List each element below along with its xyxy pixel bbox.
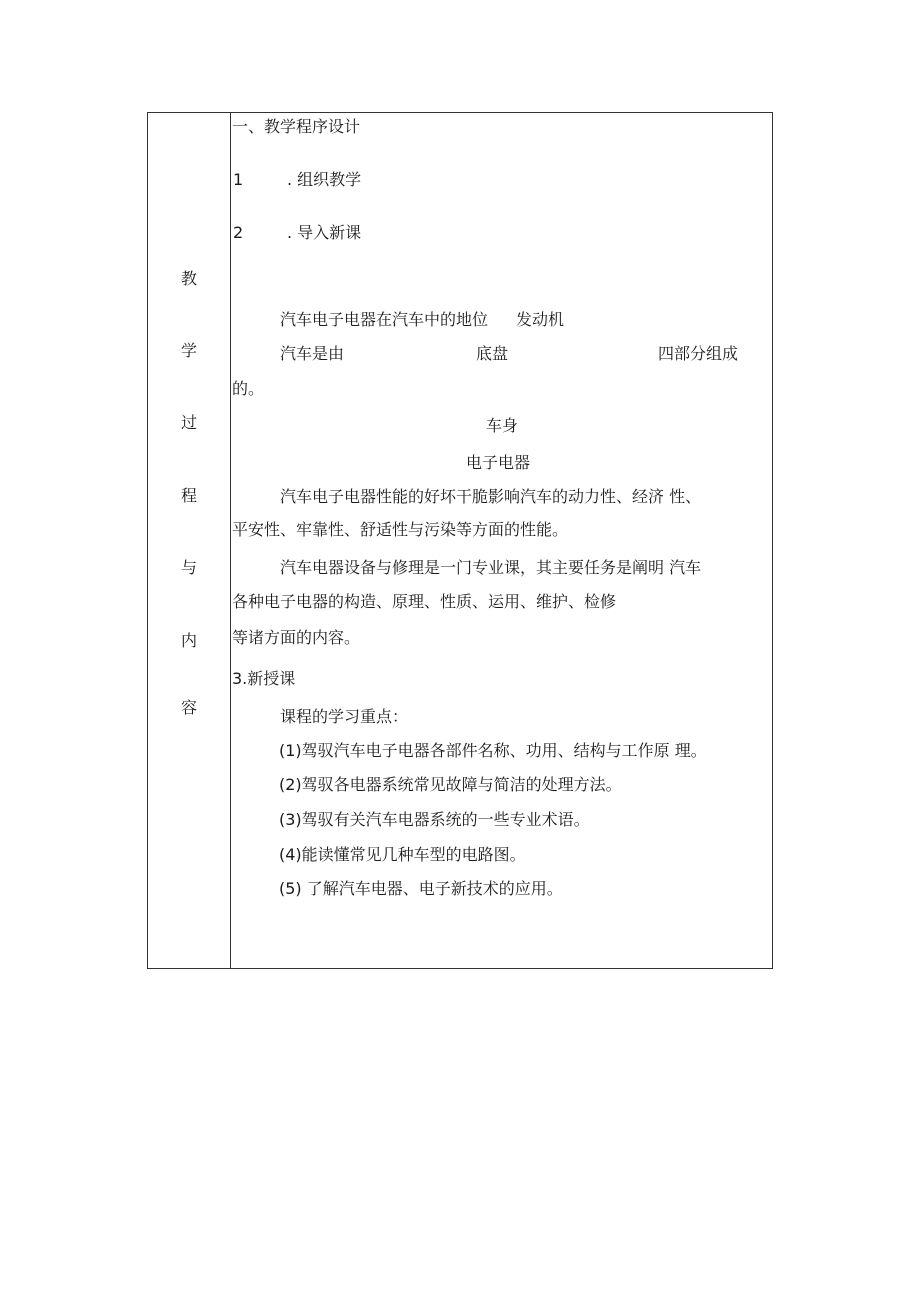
intro-made-of: 汽车是由 — [280, 344, 345, 363]
intro-de: 的。 — [232, 379, 265, 398]
step-label: . 导入新课 — [287, 223, 362, 242]
side-label-char: 程 — [180, 486, 197, 505]
part-engine: 发动机 — [516, 310, 565, 329]
paragraph-line: 各种电子电器的构造、原理、性质、运用、维护、检修 — [232, 592, 617, 611]
part-chassis: 底盘 — [476, 344, 509, 363]
step-label: . 组织教学 — [287, 170, 362, 189]
side-label-char: 容 — [180, 698, 197, 717]
side-label-char: 过 — [180, 413, 197, 432]
focus-title: 课程的学习重点： — [280, 707, 409, 726]
focus-item: (4)能读懂常见几种车型的电路图。 — [279, 845, 526, 864]
paragraph-line: 汽车电子电器性能的好坏干脆影响汽车的动力性、经济 性、 — [280, 487, 702, 506]
focus-item: (1)驾驭汽车电子电器各部件名称、功用、结构与工作原 理。 — [279, 741, 707, 760]
intro-line: 汽车电子电器在汽车中的地位 — [280, 310, 489, 329]
side-label-char: 与 — [180, 558, 197, 577]
side-label-char: 教 — [180, 269, 197, 288]
paragraph-line: 汽车电器设备与修理是一门专业课，其主要任务是阐明 汽车 — [280, 558, 702, 577]
section-heading: 3.新授课 — [232, 669, 296, 688]
side-label-char: 内 — [180, 631, 197, 650]
section-heading: 一、教学程序设计 — [232, 117, 361, 136]
step-number: 1 — [233, 170, 244, 189]
side-label-char: 学 — [180, 341, 197, 360]
focus-item: (3)驾驭有关汽车电器系统的一些专业术语。 — [279, 810, 590, 829]
paragraph-line: 平安性、牢靠性、舒适性与污染等方面的性能。 — [232, 520, 569, 539]
part-body: 车身 — [486, 416, 519, 435]
focus-item: (2)驾驭各电器系统常见故障与简洁的处理方法。 — [279, 775, 622, 794]
step-number: 2 — [233, 223, 244, 242]
paragraph-line: 等诸方面的内容。 — [232, 628, 361, 647]
focus-item: (5) 了解汽车电器、电子新技术的应用。 — [279, 879, 563, 898]
column-divider — [230, 113, 231, 968]
intro-four-parts: 四部分组成 — [658, 344, 739, 363]
part-electrics: 电子电器 — [466, 453, 531, 472]
lesson-table — [147, 112, 773, 969]
